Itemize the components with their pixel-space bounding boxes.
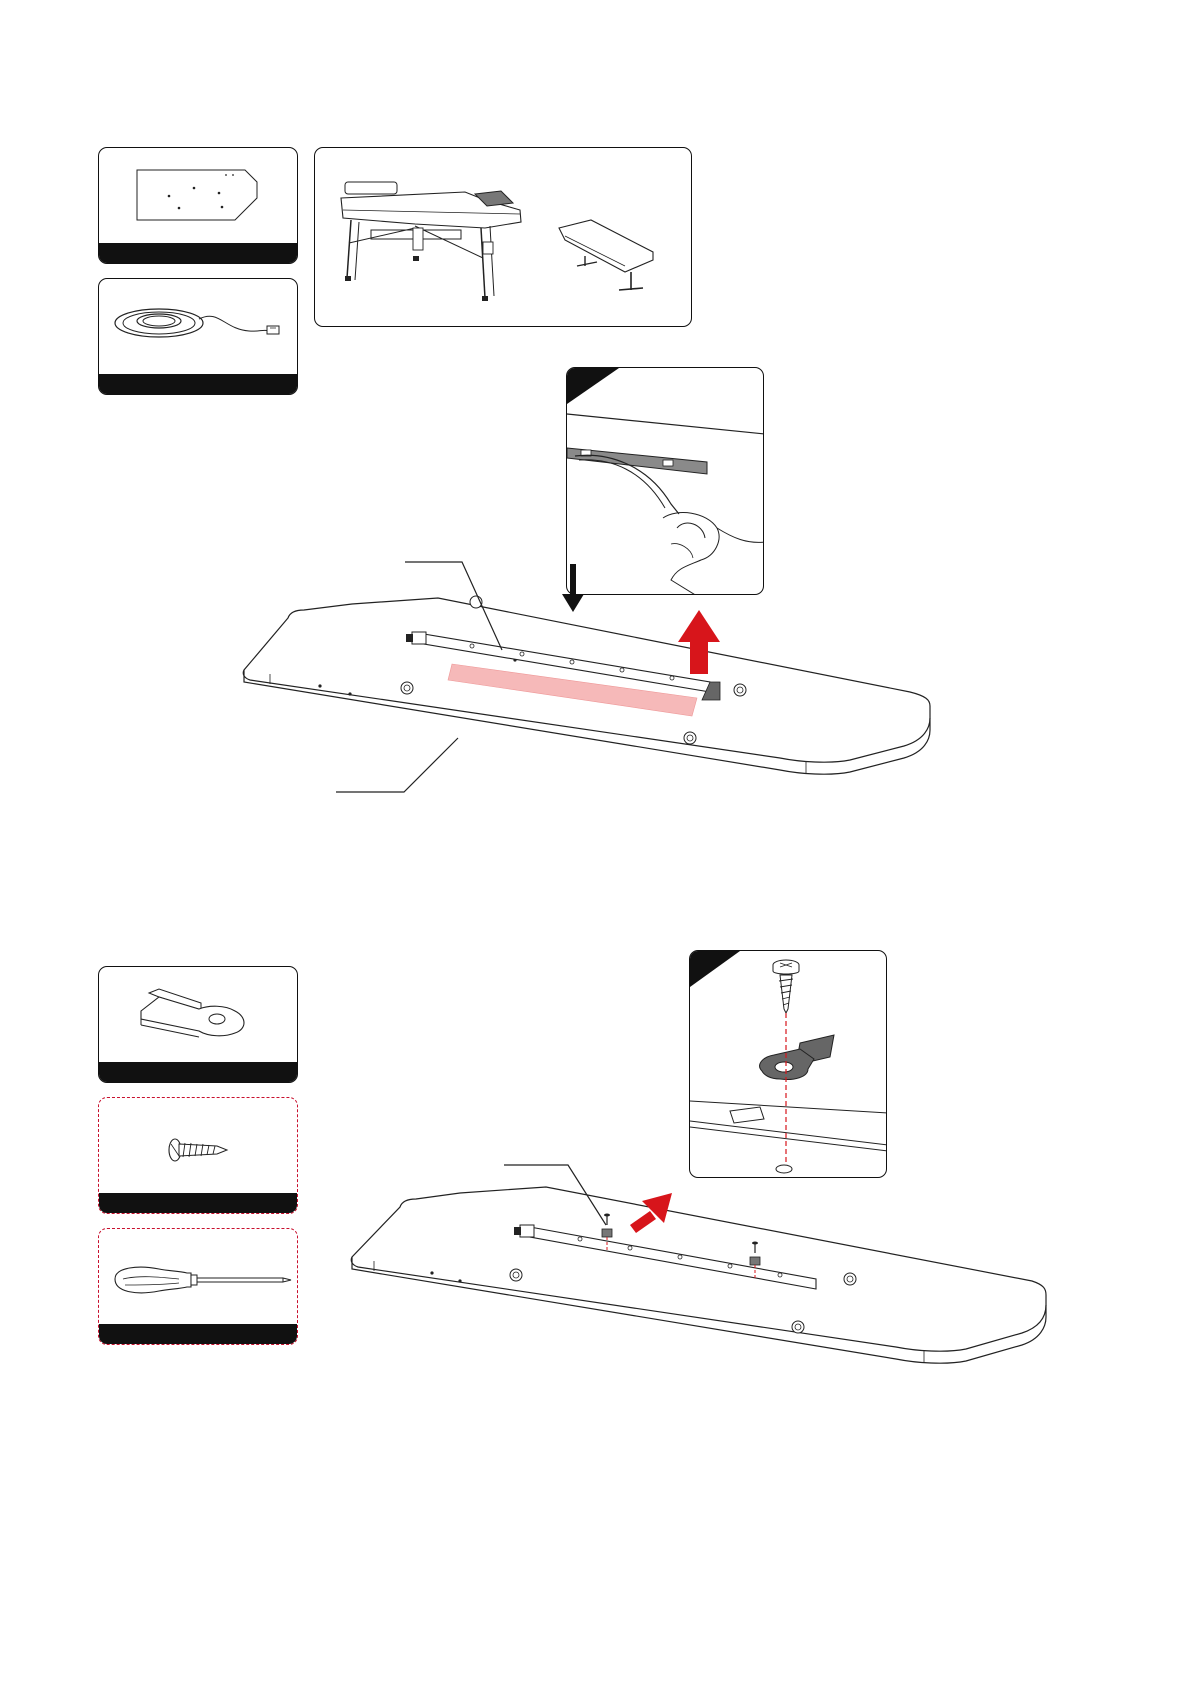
- part-box-tabletop: [98, 147, 298, 264]
- part-label-bar: [99, 374, 297, 394]
- part-label-bar: [99, 1062, 297, 1082]
- detail-box-clip-screw: [689, 950, 887, 1178]
- overview-box: [314, 147, 692, 327]
- step1-main-figure: [240, 550, 940, 820]
- part-label-bar: [99, 1324, 297, 1344]
- part-box-screwdriver: [98, 1228, 298, 1345]
- part-box-cable-clip: [98, 966, 298, 1083]
- leader-line-tabletop: [336, 738, 458, 792]
- side-table-panel-icon: [559, 220, 653, 290]
- gaming-desk-icon: [341, 182, 521, 301]
- part-box-led-strip: [98, 278, 298, 395]
- press-down-arrow-icon: [562, 564, 584, 612]
- step2-main-figure: [350, 1155, 1050, 1415]
- tabletop-icon: [351, 1187, 1046, 1363]
- part-box-screw: [98, 1097, 298, 1214]
- part-label-bar: [99, 1193, 297, 1213]
- part-label-bar: [99, 243, 297, 263]
- clip-screw-detail-icon: [690, 951, 887, 1178]
